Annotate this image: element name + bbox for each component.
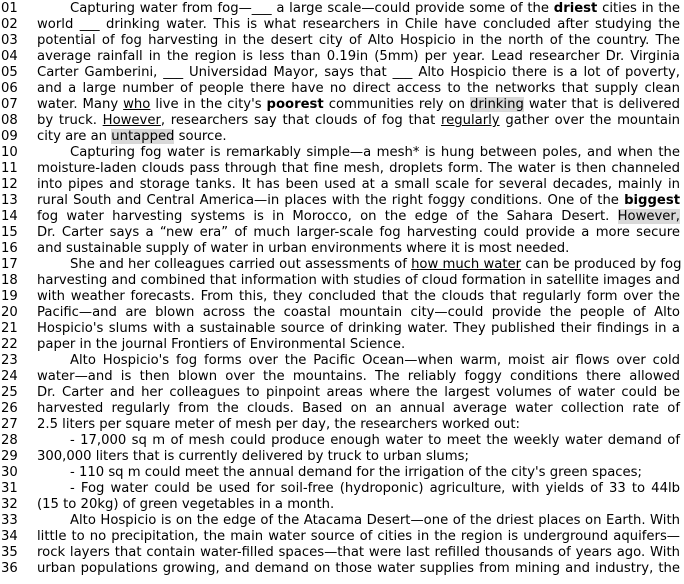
text-segment: rock layers that contain water-filled spaces—that were last refilled thousands of years ago. With [37,545,680,560]
text-line [0,529,684,545]
line-text [37,417,680,433]
text-line [0,17,684,33]
text-segment: - 17,000 sq m of mesh could produce enough water to meet the weekly water demand of [70,433,680,448]
text-segment: Capturing water from fog—___ a large scale—could provide some of the [70,1,554,16]
line-text [37,225,680,241]
line-number: 35 [1,545,18,560]
line-text [37,289,680,305]
text-line [0,513,684,529]
text-segment: into pipes and storage tanks. It has been used at a small scale for several decades, mainly in [37,177,680,192]
text-segment: average rainfall in the region is less than 0.19in (5mm) per year. Lead researcher Dr. Virginia [37,49,680,64]
line-text [70,433,680,449]
text-line [0,257,684,273]
line-text [70,1,680,17]
line-text [37,17,680,33]
bold-word: biggest [624,193,680,208]
text-line [0,97,684,113]
text-line [0,193,684,209]
text-segment: with weather forecasts. From this, they concluded that the clouds that regularly form over the [37,289,680,304]
line-number: 25 [1,385,18,400]
text-line [0,353,684,369]
line-number: 09 [1,129,18,144]
text-line [0,433,684,449]
line-number: 34 [1,529,18,544]
line-text [37,545,680,561]
text-segment: communities rely on [323,97,470,112]
text-segment: cities in the [597,1,680,16]
text-segment: water that is delivered [523,97,680,112]
line-number: 03 [1,33,18,48]
bold-word: poorest [266,97,324,112]
line-text [37,369,680,385]
line-number: 14 [1,209,18,224]
text-line [0,481,684,497]
text-segment: harvested regularly from the clouds. Based on an annual average water collection rate of [37,401,680,416]
line-number: 08 [1,113,18,128]
text-line [0,81,684,97]
text-line [0,321,684,337]
line-text [37,49,680,65]
line-number: 10 [1,145,18,160]
line-number: 17 [1,257,18,272]
line-text [70,513,680,529]
text-segment: city are an [37,129,112,144]
text-line [0,65,684,81]
text-segment: can be produced by fog [521,257,682,272]
bold-word: driest [553,1,598,16]
text-segment: rural South and Central America—in places with the right foggy conditions. One of the [37,193,625,208]
text-segment: gather over the mountain [499,113,680,128]
text-segment: Dr. Carter and her colleagues to pinpoint areas where the largest volumes of water could be [37,385,680,400]
text-segment: moisture-laden clouds pass through that fine mesh, droplets form. The water is then channeled [37,161,680,176]
line-text [37,241,680,257]
line-text [37,337,680,353]
line-number: 31 [1,481,18,496]
line-text [37,65,680,81]
underlined-word: who [123,97,151,112]
line-number: 30 [1,465,18,480]
line-number: 23 [1,353,18,368]
text-segment: Pacific—and are blown across the coastal mountain city—could provide the people of Alto [37,305,680,320]
text-segment: potential of fog harvesting in the desert city of Alto Hospicio in the north of the country. The [37,33,680,48]
text-line [0,305,684,321]
line-text [70,145,680,161]
text-segment: and a large number of people there have no direct access to the networks that supply clean [37,81,680,96]
text-line [0,33,684,49]
text-segment: world ___ drinking water. This is what researchers in Chile have concluded after studying the [37,17,680,32]
text-segment: paper in the journal Frontiers of Environmental Science. [37,337,406,352]
text-line [0,465,684,481]
line-number: 05 [1,65,18,80]
line-text [37,449,680,465]
line-text [70,353,680,369]
text-line [0,561,684,577]
line-text [37,529,680,545]
line-text [37,273,680,289]
text-segment: harvesting and combined that information with studies of cloud formation in satellite images and [37,273,680,288]
underlined-word: regularly [441,113,500,128]
text-segment: water—and is then blown over the mountains. The reliably foggy conditions there allowed [37,369,680,384]
text-segment: by truck. [37,113,103,128]
line-number: 36 [1,561,18,576]
text-line [0,273,684,289]
text-line [0,177,684,193]
text-segment: (15 to 20kg) of green vegetables in a month. [37,497,335,512]
text-line [0,337,684,353]
text-line [0,1,684,17]
line-number: 32 [1,497,18,512]
line-number: 13 [1,193,18,208]
text-segment: - 110 sq m could meet the annual demand for the irrigation of the city's green spaces; [70,465,642,480]
line-number: 22 [1,337,18,352]
line-number: 06 [1,81,18,96]
line-number: 12 [1,177,18,192]
line-text [70,481,680,497]
text-segment: fog water harvesting systems is in Morocco, on the edge of the Sahara Desert. [37,209,618,224]
text-segment: Hospicio's slums with a sustainable source of drinking water. They published their findings in a [37,321,680,336]
text-line [0,449,684,465]
text-segment: live in the city's [150,97,267,112]
line-text [37,177,680,193]
highlighted-word: drinking [469,97,524,112]
text-line [0,545,684,561]
text-segment: She and her colleagues carried out assessments of [70,257,412,272]
highlighted-word: untapped [111,129,175,144]
text-segment: source. [174,129,227,144]
text-line [0,385,684,401]
text-line [0,113,684,129]
text-segment: Capturing fog water is remarkably simple—a mesh* is hung between poles, and when the [70,145,680,160]
line-text [37,497,680,513]
line-number: 19 [1,289,18,304]
line-text [37,161,680,177]
line-text [70,465,680,481]
line-number: 01 [1,1,18,16]
text-line [0,497,684,513]
text-line [0,209,684,225]
line-text [37,305,680,321]
line-text [70,257,680,273]
text-segment: Dr. Carter says a “new era” of much larger-scale fog harvesting could provide a more secure [37,225,680,240]
text-segment: and sustainable supply of water in urban environments where it is most needed. [37,241,570,256]
text-line [0,417,684,433]
line-number: 28 [1,433,18,448]
text-segment: Alto Hospicio's fog forms over the Pacific Ocean—when warm, moist air flows over cold [70,353,680,368]
line-number: 07 [1,97,18,112]
text-segment: 2.5 liters per square meter of mesh per day, the researchers worked out: [37,417,520,432]
line-number: 26 [1,401,18,416]
line-text [37,33,680,49]
line-text [37,561,680,577]
text-segment: Alto Hospicio is on the edge of the Atacama Desert—one of the driest places on Earth. With [70,513,680,528]
text-line [0,145,684,161]
text-line [0,369,684,385]
line-text [37,81,680,97]
text-line [0,289,684,305]
text-segment: 300,000 liters that is currently delivered by truck to urban slums; [37,449,469,464]
text-segment: , researchers say that clouds of fog that [160,113,441,128]
line-number: 20 [1,305,18,320]
line-text [37,97,680,113]
line-text [37,321,680,337]
line-number: 11 [1,161,18,176]
underlined-word: how much water [411,257,522,272]
line-text [37,401,680,417]
text-line [0,129,684,145]
line-number: 15 [1,225,18,240]
line-number: 24 [1,369,18,384]
line-text [37,193,680,209]
line-text [37,385,680,401]
highlighted-word: However, [617,209,680,224]
line-number: 29 [1,449,18,464]
text-line [0,225,684,241]
text-line [0,241,684,257]
line-number: 18 [1,273,18,288]
line-text [37,113,680,129]
text-line [0,49,684,65]
text-line [0,401,684,417]
line-text [37,129,680,145]
text-segment: little to no precipitation, the main water source of cities in the region is underground aquifers— [37,529,680,544]
line-number: 33 [1,513,18,528]
line-number: 02 [1,17,18,32]
text-segment: - Fog water could be used for soil-free (hydroponic) agriculture, with yields of 33 to 44lb [70,481,680,496]
text-segment: Carter Gamberini, ___ Universidad Mayor, says that ___ Alto Hospicio there is a lot of poverty, [37,65,680,80]
text-segment: water. Many [37,97,124,112]
text-line [0,161,684,177]
line-number: 04 [1,49,18,64]
line-number: 16 [1,241,18,256]
line-number: 27 [1,417,18,432]
line-text [37,209,680,225]
text-segment: urban populations growing, and demand on those water supplies from mining and industry, the [37,561,680,576]
line-number: 21 [1,321,18,336]
underlined-word: However [102,113,161,128]
